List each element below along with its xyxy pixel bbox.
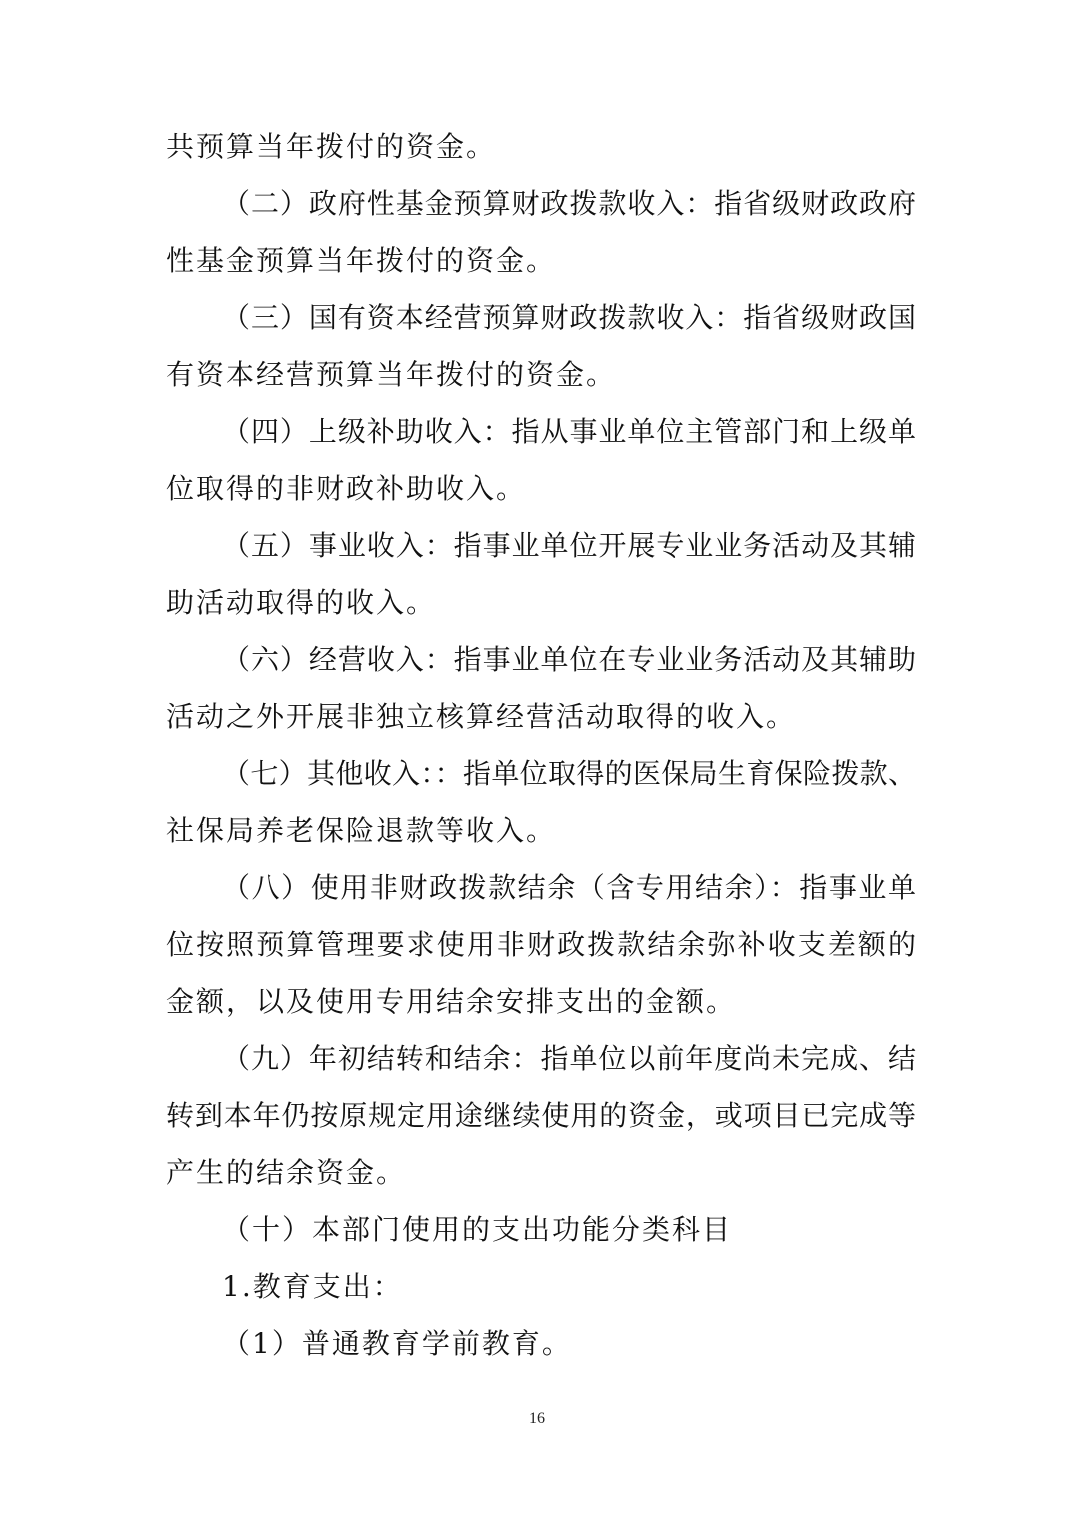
paragraph-line: 位取得的非财政补助收入。 <box>166 472 527 505</box>
paragraph-line: 活动之外开展非独立核算经营活动取得的收入。 <box>166 700 797 733</box>
paragraph-line: （六）经营收入：指事业单位在专业业务活动及其辅助 <box>222 643 916 676</box>
paragraph-line: （八）使用非财政拨款结余（含专用结余）：指事业单 <box>222 871 916 904</box>
section-heading: （十）本部门使用的支出功能分类科目 <box>222 1213 733 1246</box>
subsection-heading: 1.教育支出： <box>222 1270 403 1303</box>
paragraph-line: （三）国有资本经营预算财政拨款收入：指省级财政国 <box>222 301 916 334</box>
paragraph-line: 社保局养老保险退款等收入。 <box>166 814 557 847</box>
paragraph-line: 位按照预算管理要求使用非财政拨款结余弥补收支差额的 <box>166 928 916 961</box>
paragraph-line: 有资本经营预算当年拨付的资金。 <box>166 358 617 391</box>
paragraph-line: （七）其他收入：：指单位取得的医保局生育保险拨款、 <box>222 757 916 790</box>
list-item: （1）普通教育学前教育。 <box>222 1327 572 1360</box>
paragraph-line: （四）上级补助收入：指从事业单位主管部门和上级单 <box>222 415 916 448</box>
paragraph-line: 性基金预算当年拨付的资金。 <box>166 244 557 277</box>
paragraph-line: （九）年初结转和结余：指单位以前年度尚未完成、结 <box>222 1042 916 1075</box>
page-number: 16 <box>529 1410 545 1427</box>
paragraph-line: （五）事业收入：指事业单位开展专业业务活动及其辅 <box>222 529 916 562</box>
document-body <box>166 118 916 1372</box>
paragraph-line: 共预算当年拨付的资金。 <box>166 130 497 163</box>
paragraph-line: 助活动取得的收入。 <box>166 586 437 619</box>
paragraph-line: 转到本年仍按原规定用途继续使用的资金，或项目已完成等 <box>166 1099 916 1132</box>
paragraph-line: 金额，以及使用专用结余安排支出的金额。 <box>166 985 737 1018</box>
paragraph-line: 产生的结余资金。 <box>166 1156 407 1189</box>
paragraph-line: （二）政府性基金预算财政拨款收入：指省级财政政府 <box>222 187 916 220</box>
